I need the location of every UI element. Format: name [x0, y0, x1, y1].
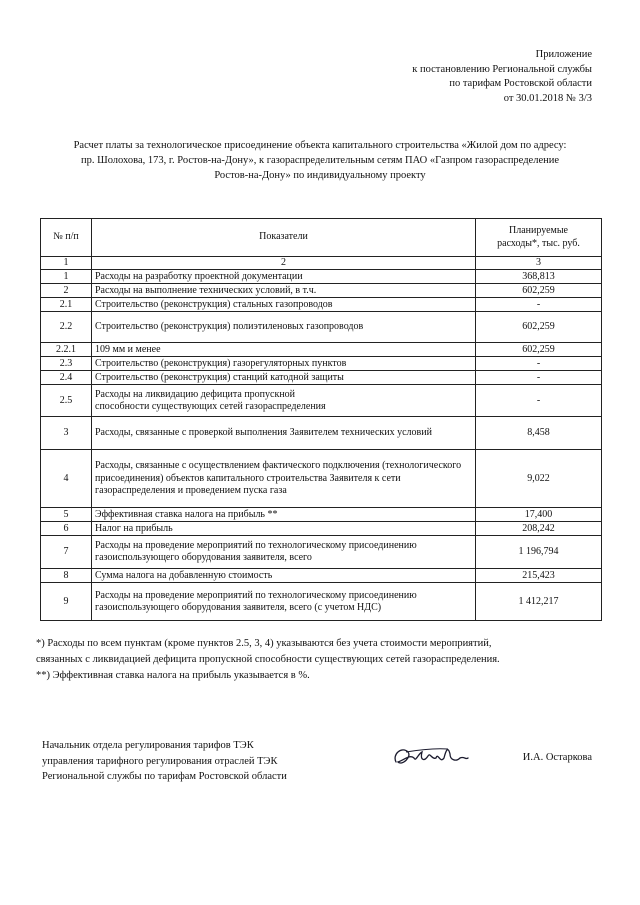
table-row — [41, 508, 602, 522]
table-row — [41, 298, 602, 312]
title-line: Расчет платы за технологическое присоединение объекта капитального строительства «Жилой дом по адресу: — [73, 140, 567, 151]
table-row — [41, 417, 602, 450]
header-value-line: расходы*, тыс. руб. — [497, 237, 580, 249]
row-num: 4 — [41, 450, 92, 508]
table-row — [41, 385, 602, 417]
row-name: Сумма налога на добавленную стоимость — [92, 569, 476, 583]
row-value: - — [476, 385, 602, 417]
row-num: 2.2.1 — [41, 343, 92, 357]
table-row — [41, 450, 602, 508]
row-value: 602,259 — [476, 312, 602, 343]
row-name: Расходы, связанные с осуществлением фактического подключения (технологического присоединения) объектов капитального строительства Заявителя к сети газораспределения и проведением пуска газа — [92, 450, 476, 508]
header-value — [476, 219, 602, 257]
signer-name: И.А. Остаркова — [522, 752, 592, 763]
row-name: Расходы на ликвидацию дефицита пропускной способности существующих сетей газораспределения — [92, 385, 476, 417]
title-line: пр. Шолохова, 173, г. Ростов-на-Дону», к газораспределительным сетям ПАО «Газпром газораспределение — [80, 155, 560, 166]
document-title — [36, 138, 604, 183]
table-row — [41, 583, 602, 621]
appendix-line: от 30.01.2018 № 3/3 — [503, 92, 592, 104]
table-row — [41, 371, 602, 385]
row-name: Расходы на разработку проектной документации — [92, 270, 476, 284]
colnum-3: 3 — [476, 257, 602, 270]
row-name: Строительство (реконструкция) станций катодной защиты — [92, 371, 476, 385]
header-indicator: Показатели — [92, 219, 476, 257]
row-value: 1 412,217 — [476, 583, 602, 621]
table-row — [41, 270, 602, 284]
row-num: 3 — [41, 417, 92, 450]
signatory-position: Начальник отдела регулирования тарифов ТЭК — [42, 740, 254, 751]
row-num: 8 — [41, 569, 92, 583]
row-num: 7 — [41, 536, 92, 569]
table-row — [41, 312, 602, 343]
row-value: - — [476, 371, 602, 385]
row-name: Налог на прибыль — [92, 522, 476, 536]
row-value: 368,813 — [476, 270, 602, 284]
row-name: 109 мм и менее — [92, 343, 476, 357]
signatory-position: Региональной службы по тарифам Ростовской области — [42, 771, 287, 782]
title-line: Ростов-на-Дону» по индивидуальному проекту — [214, 170, 426, 181]
table-row — [41, 522, 602, 536]
handwritten-signature-icon — [390, 740, 470, 774]
row-num: 2.4 — [41, 371, 92, 385]
row-value: 1 196,794 — [476, 536, 602, 569]
cost-table — [40, 218, 602, 621]
signatory-position: управления тарифного регулирования отраслей ТЭК — [42, 755, 278, 767]
colnum-1: 1 — [41, 257, 92, 270]
table-row — [41, 284, 602, 298]
row-value: - — [476, 357, 602, 371]
row-value: 17,400 — [476, 508, 602, 522]
row-num: 2 — [41, 284, 92, 298]
appendix-line: к постановлению Региональной службы — [412, 63, 592, 75]
row-name: Расходы на выполнение технических условий, в т.ч. — [92, 284, 476, 298]
footnote-line: связанных с ликвидацией дефицита пропускной способности существующих сетей газораспределения. — [36, 654, 500, 665]
signature-block — [42, 738, 342, 785]
table-row — [41, 536, 602, 569]
header-num: № п/п — [41, 219, 92, 257]
row-name: Строительство (реконструкция) стальных газопроводов — [92, 298, 476, 312]
footnotes — [36, 636, 606, 684]
footnote-line: **) Эффективная ставка налога на прибыль указывается в %. — [36, 670, 310, 681]
row-value: 215,423 — [476, 569, 602, 583]
row-num: 1 — [41, 270, 92, 284]
row-name: Расходы на проведение мероприятий по технологическому присоединению газоиспользующего оборудования заявителя, всего (с учетом НДС) — [92, 583, 476, 621]
row-name: Строительство (реконструкция) газорегуляторных пунктов — [92, 357, 476, 371]
colnum-2: 2 — [92, 257, 476, 270]
row-value: 8,458 — [476, 417, 602, 450]
row-name: Расходы, связанные с проверкой выполнения Заявителем технических условий — [92, 417, 476, 450]
row-num: 9 — [41, 583, 92, 621]
row-value: - — [476, 298, 602, 312]
appendix-line: Приложение — [535, 49, 592, 60]
row-name: Строительство (реконструкция) полиэтиленовых газопроводов — [92, 312, 476, 343]
row-name: Эффективная ставка налога на прибыль ** — [92, 508, 476, 522]
row-num: 5 — [41, 508, 92, 522]
row-num: 2.5 — [41, 385, 92, 417]
row-name: Расходы на проведение мероприятий по технологическому присоединению газоиспользующего оборудования заявителя, всего — [92, 536, 476, 569]
row-value: 602,259 — [476, 343, 602, 357]
footnote-line: *) Расходы по всем пунктам (кроме пунктов 2.5, 3, 4) указываются без учета стоимости мероприятий, — [36, 638, 492, 649]
row-num: 2.1 — [41, 298, 92, 312]
row-num: 2.2 — [41, 312, 92, 343]
row-num: 2.3 — [41, 357, 92, 371]
table-header-row — [41, 219, 602, 257]
row-value: 602,259 — [476, 284, 602, 298]
row-value: 9,022 — [476, 450, 602, 508]
table-row — [41, 343, 602, 357]
row-num: 6 — [41, 522, 92, 536]
appendix-line: по тарифам Ростовской области — [449, 78, 592, 90]
table-row — [41, 357, 602, 371]
appendix-block — [292, 48, 592, 106]
table-colnum-row — [41, 257, 602, 270]
table-row — [41, 569, 602, 583]
row-value: 208,242 — [476, 522, 602, 536]
header-value-line: Планируемые — [508, 225, 568, 237]
